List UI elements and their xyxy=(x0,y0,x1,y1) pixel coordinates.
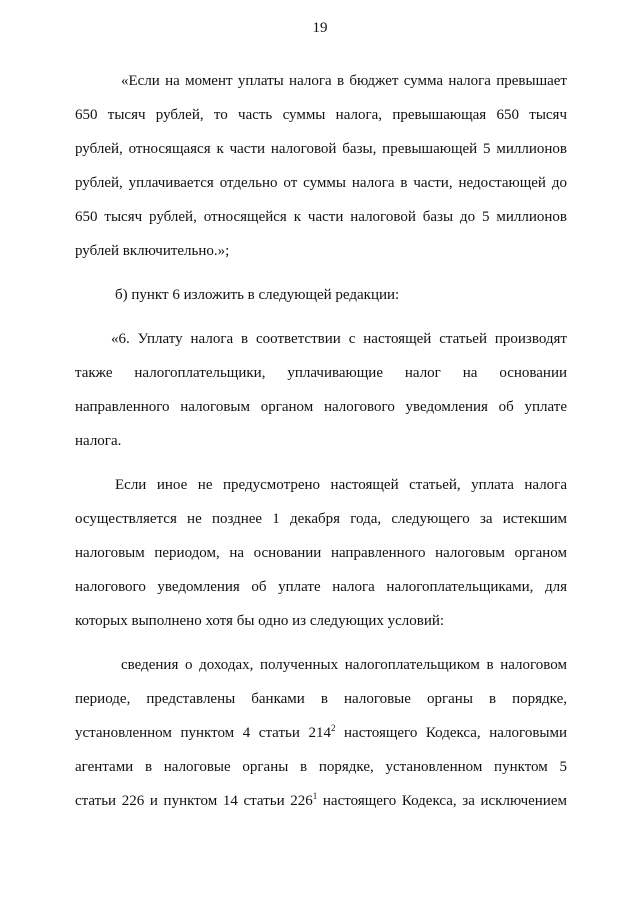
text-line: налога. xyxy=(75,433,122,449)
text-line: б) пункт 6 изложить в следующей редакции: xyxy=(115,287,400,303)
text-line: направленного налоговым органом налогового уведомления об уплате xyxy=(75,399,567,415)
text-line: 650 тысяч рублей, относящейся к части налоговой базы до 5 миллионов xyxy=(75,209,567,225)
text-line: установленном пунктом 4 статьи $214^2$ настоящего Кодекса, налоговыми xyxy=(75,723,568,741)
text-line: сведения о доходах, полученных налогоплательщиком в налоговом xyxy=(121,657,567,673)
text-line: 650 тысяч рублей, то часть суммы налога, превышающая 650 тысяч xyxy=(75,107,567,123)
superscript: 2 xyxy=(330,723,336,733)
text-line: рублей включительно.»; xyxy=(75,243,230,259)
text-line: «6. Уплату налога в соответствии с настоящей статьей производят xyxy=(111,331,567,347)
text-line: статьи 226 и пунктом 14 статьи $226^1$ настоящего Кодекса, за исключением xyxy=(75,791,567,809)
text-line: периоде, представлены банками в налоговые органы в порядке, xyxy=(75,691,567,707)
text-line: агентами в налоговые органы в порядке, установленном пунктом 5 xyxy=(75,759,567,775)
text-line: рублей, относящаяся к части налоговой базы, превышающей 5 миллионов xyxy=(75,141,567,157)
page-number: 19 xyxy=(312,20,328,36)
text-line: «Если на момент уплаты налога в бюджет сумма налога превышает xyxy=(121,73,567,89)
text-line: Если иное не предусмотрено настоящей статьей, уплата налога xyxy=(115,477,567,493)
text-line: налогового уведомления об уплате налога налогоплательщиками, для xyxy=(75,579,567,595)
superscript: 1 xyxy=(312,791,318,801)
text-line: налоговым периодом, на основании направленного налоговым органом xyxy=(75,545,567,561)
text-line: рублей, уплачивается отдельно от суммы налога в части, недостающей до xyxy=(75,175,567,191)
document-body xyxy=(75,64,567,818)
text-line: осуществляется не позднее 1 декабря года, следующего за истекшим xyxy=(75,511,567,527)
text-line: также налогоплательщики, уплачивающие налог на основании xyxy=(75,365,567,381)
text-line: которых выполнено хотя бы одно из следующих условий: xyxy=(75,613,445,629)
